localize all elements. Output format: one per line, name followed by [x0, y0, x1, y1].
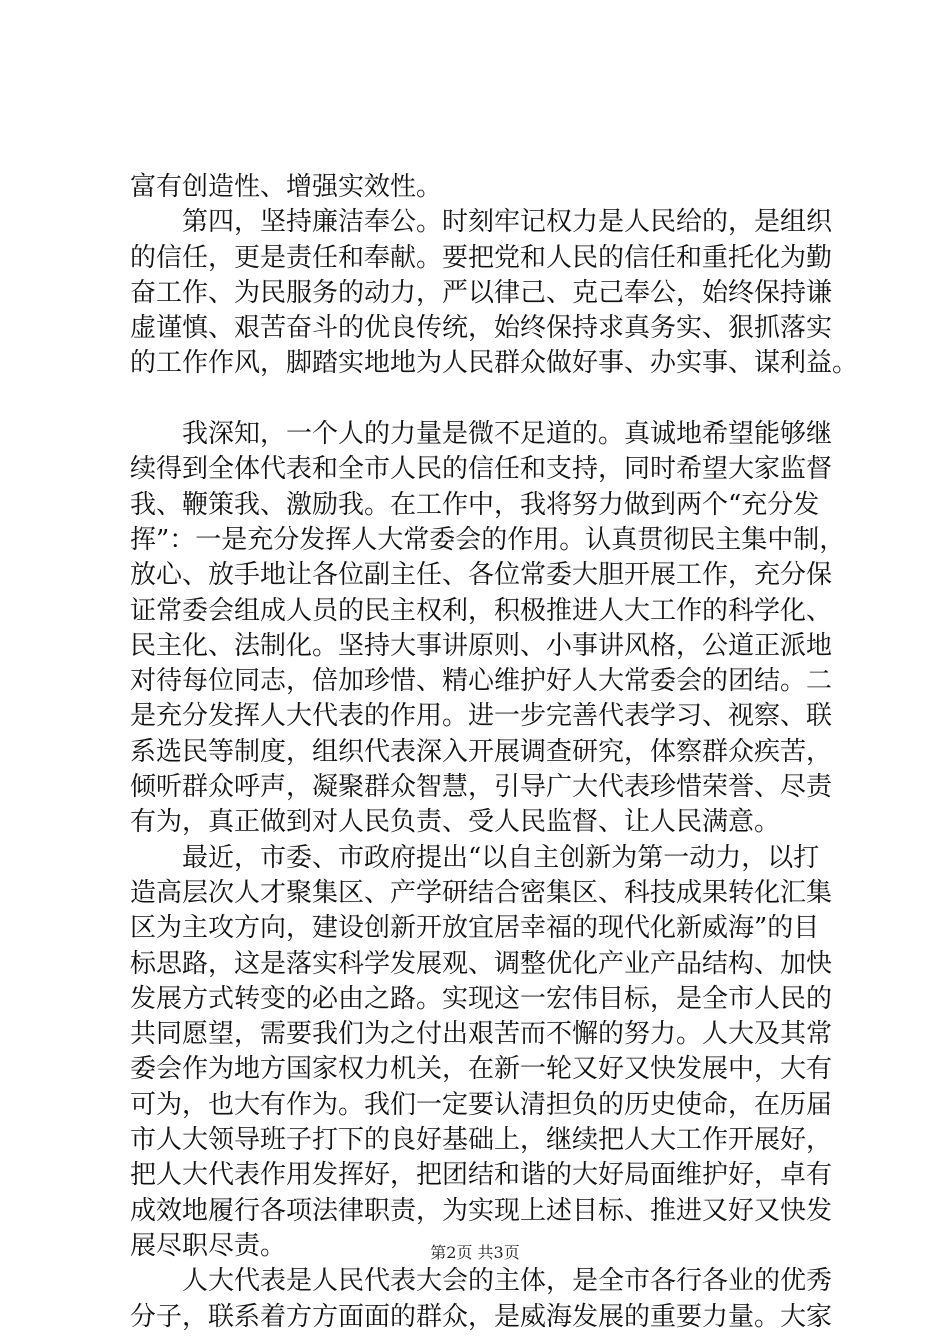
text-line: 成效地履行各项法律职责，为实现上述目标、推进又好又快发 — [130, 1195, 833, 1226]
text-line: 对待每位同志，倍加珍惜、精心维护好人大常委会的团结。二 — [130, 666, 833, 697]
text-line: 最近，市委、市政府提出“以自主创新为第一动力，以打 — [182, 842, 820, 873]
text-line: 的信任，更是责任和奉献。要把党和人民的信任和重托化为勤 — [130, 242, 833, 273]
text-line: 共同愿望，需要我们为之付出艰苦而不懈的努力。人大及其常 — [130, 1019, 833, 1050]
text-line: 证常委会组成人员的民主权利，积极推进人大工作的科学化、 — [130, 595, 833, 626]
text-line: 是充分发挥人大代表的作用。进一步完善代表学习、视察、联 — [130, 701, 833, 732]
text-line: 奋工作、为民服务的动力，严以律己、克己奉公，始终保持谦 — [130, 277, 833, 308]
text-line: 我深知，一个人的力量是微不足道的。真诚地希望能够继 — [182, 419, 833, 450]
text-line: 造高层次人才聚集区、产学研结合密集区、科技成果转化汇集 — [130, 877, 833, 908]
page-footer — [0, 1243, 950, 1263]
text-line: 人大代表是人民代表大会的主体，是全市各行各业的优秀 — [182, 1266, 833, 1297]
text-line: 分子，联系着方方面面的群众，是威海发展的重要力量。大家 — [130, 1301, 833, 1332]
text-line: 挥”：一是充分发挥人大常委会的作用。认真贯彻民主集中制， — [130, 524, 846, 555]
text-line: 倾听群众呼声，凝聚群众智慧，引导广大代表珍惜荣誉、尽责 — [130, 772, 833, 803]
paragraph-gap — [130, 382, 850, 417]
text-line: 委会作为地方国家权力机关，在新一轮又好又快发展中，大有 — [130, 1054, 833, 1085]
text-line: 可为，也大有作为。我们一定要认清担负的历史使命，在历届 — [130, 1089, 833, 1120]
text-line: 富有创造性、增强实效性。 — [130, 172, 443, 202]
document-body — [130, 170, 859, 1335]
text-line: 续得到全体代表和全市人民的信任和支持，同时希望大家监督 — [130, 454, 833, 485]
text-line: 标思路，这是落实科学发展观、调整优化产业产品结构、加快 — [130, 948, 833, 979]
text-line: 有为，真正做到对人民负责、受人民监督、让人民满意。 — [130, 807, 781, 838]
text-line: 民主化、法制化。坚持大事讲原则、小事讲风格，公道正派地 — [130, 630, 833, 661]
text-line: 的工作作风，脚踏实地地为人民群众做好事、办实事、谋利益。 — [130, 348, 859, 379]
text-line: 第四，坚持廉洁奉公。时刻牢记权力是人民给的，是组织 — [182, 207, 833, 238]
text-line: 市人大领导班子打下的良好基础上，继续把人大工作开展好， — [130, 1125, 833, 1156]
text-line: 我、鞭策我、激励我。在工作中，我将努力做到两个“充分发 — [130, 489, 820, 520]
text-line: 发展方式转变的必由之路。实现这一宏伟目标，是全市人民的 — [130, 983, 833, 1014]
text-line: 系选民等制度，组织代表深入开展调查研究，体察群众疾苦， — [130, 736, 833, 767]
page-number: 第2页 共3页 — [430, 1243, 520, 1262]
text-line: 区为主攻方向，建设创新开放宜居幸福的现代化新威海”的目 — [130, 913, 820, 944]
text-line: 把人大代表作用发挥好，把团结和谐的大好局面维护好，卓有 — [130, 1160, 833, 1191]
text-line: 展尽职尽责。 — [130, 1230, 287, 1261]
text-line: 虚谨慎、艰苦奋斗的优良传统，始终保持求真务实、狠抓落实 — [130, 313, 833, 344]
text-line: 放心、放手地让各位副主任、各位常委大胆开展工作，充分保 — [130, 560, 833, 591]
